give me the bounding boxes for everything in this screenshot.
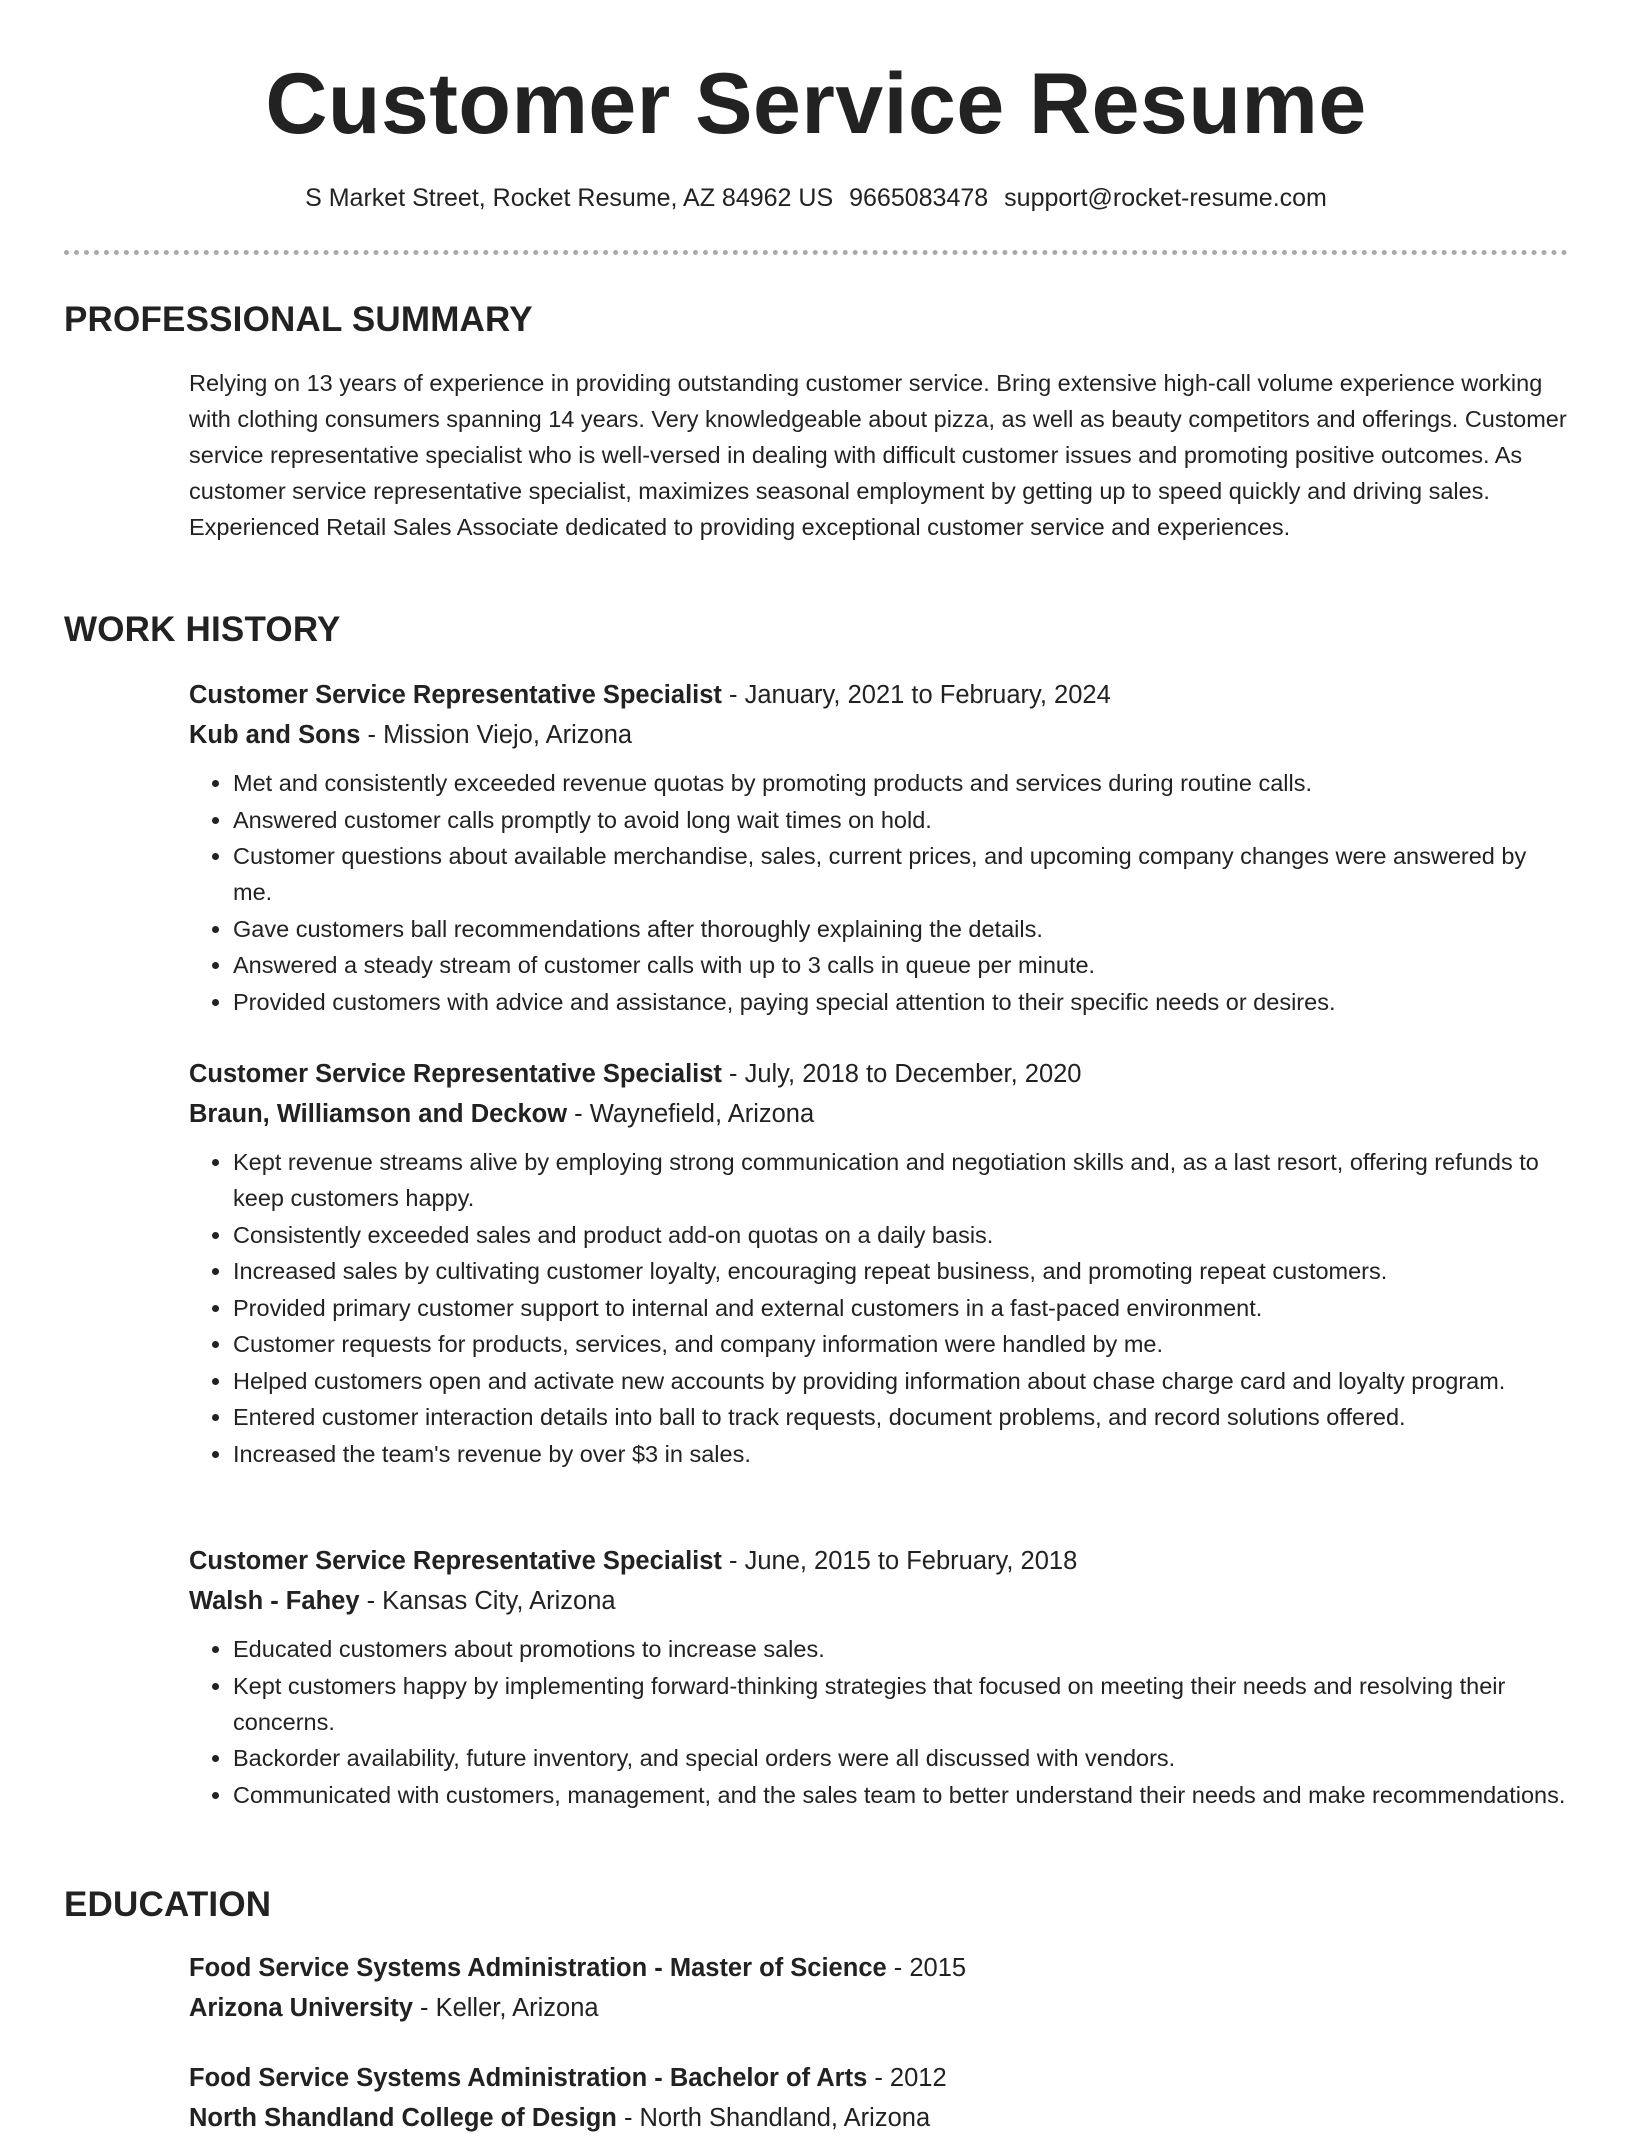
job-entry (189, 1541, 1569, 1813)
job-bullets (189, 765, 1569, 1020)
job-company-line (189, 1094, 1569, 1134)
education-year: - 2012 (867, 2064, 947, 2092)
list-item: • Entered customer interaction details into ball to track requests, document problems, and record solutions offered. (233, 1399, 1569, 1435)
education-degree: Food Service Systems Administration - Master of Science (189, 1954, 887, 1982)
list-item: • Increased sales by cultivating customer loyalty, encouraging repeat business, and promoting repeat customers. (233, 1253, 1569, 1289)
job-company: Braun, Williamson and Deckow (189, 1100, 568, 1128)
list-item: • Increased the team's revenue by over $3 in sales. (233, 1436, 1569, 1472)
job-role: Customer Service Representative Specialist (189, 1547, 722, 1575)
contact-line (0, 180, 1632, 216)
contact-address: S Market Street, Rocket Resume, AZ 84962 US (305, 184, 834, 212)
list-item: • Customer requests for products, services, and company information were handled by me. (233, 1326, 1569, 1362)
resume-title: Customer Service Resume (265, 56, 1367, 152)
job-role: Customer Service Representative Specialist (189, 681, 722, 709)
job-title-line (189, 675, 1569, 715)
job-company-line (189, 1581, 1569, 1621)
education-degree: Food Service Systems Administration - Bachelor of Arts (189, 2064, 868, 2092)
job-bullets (189, 1144, 1569, 1472)
list-item: • Provided primary customer support to internal and external customers in a fast-paced environment. (233, 1290, 1569, 1326)
job-dates: - January, 2021 to February, 2024 (721, 681, 1111, 709)
education-entry (189, 1948, 1569, 2028)
job-location: - Kansas City, Arizona (359, 1587, 616, 1615)
education-school: Arizona University (189, 1994, 413, 2022)
list-item: • Customer questions about available merchandise, sales, current prices, and upcoming company changes were answered by me. (233, 838, 1569, 910)
job-title-line (189, 1541, 1569, 1581)
job-bullets (189, 1631, 1569, 1813)
list-item: • Answered a steady stream of customer calls with up to 3 calls in queue per minute. (233, 947, 1569, 983)
education-location: - North Shandland, Arizona (616, 2104, 931, 2132)
contact-email[interactable]: support@rocket-resume.com (1004, 184, 1327, 212)
job-entry (189, 1054, 1569, 1472)
list-item: • Helped customers open and activate new accounts by providing information about chase charge card and loyalty program. (233, 1363, 1569, 1399)
job-entry (189, 675, 1569, 1020)
education-school-line (189, 2098, 1569, 2138)
job-title-line (189, 1054, 1569, 1094)
list-item: • Communicated with customers, management, and the sales team to better understand their needs and make recommendations. (233, 1777, 1569, 1813)
education-location: - Keller, Arizona (412, 1994, 599, 2022)
section-title-education: EDUCATION (64, 1885, 272, 1924)
list-item: • Met and consistently exceeded revenue quotas by promoting products and services during routine calls. (233, 765, 1569, 801)
job-company: Walsh - Fahey (189, 1587, 360, 1615)
section-title-summary: PROFESSIONAL SUMMARY (64, 300, 533, 339)
contact-phone: 9665083478 (849, 184, 989, 212)
education-school-line (189, 1988, 1569, 2028)
list-item: • Kept customers happy by implementing forward-thinking strategies that focused on meeting their needs and resolving their concerns. (233, 1668, 1569, 1740)
list-item: • Backorder availability, future inventory, and special orders were all discussed with vendors. (233, 1740, 1569, 1776)
education-entry (189, 2058, 1569, 2138)
job-company-line (189, 715, 1569, 755)
job-location: - Waynefield, Arizona (567, 1100, 815, 1128)
list-item: • Consistently exceeded sales and product add-on quotas on a daily basis. (233, 1217, 1569, 1253)
list-item: • Provided customers with advice and assistance, paying special attention to their specific needs or desires. (233, 984, 1569, 1020)
education-degree-line (189, 1948, 1569, 1988)
header-divider (64, 250, 1568, 255)
job-location: - Mission Viejo, Arizona (360, 721, 633, 749)
job-role: Customer Service Representative Specialist (189, 1060, 722, 1088)
section-title-work-history: WORK HISTORY (64, 610, 341, 649)
education-year: - 2015 (886, 1954, 967, 1982)
summary-text: Relying on 13 years of experience in providing outstanding customer service. Bring extensive high-call volume experience working with clothing consumers spanning 14 years. Very knowledgeable about pizza, as well as beauty competitors and offerings. Customer service representative specialist who is well-versed in dealing with difficult customer issues and promoting positive outcomes. As customer service representative specialist, maximizes seasonal employment by getting up to speed quickly and driving sales. Experienced Retail Sales Associate dedicated to providing exceptional customer service and experiences. (189, 370, 1567, 540)
list-item: • Answered customer calls promptly to avoid long wait times on hold. (233, 802, 1569, 838)
job-dates: - June, 2015 to February, 2018 (721, 1547, 1078, 1575)
list-item: • Educated customers about promotions to increase sales. (233, 1631, 1569, 1667)
job-company: Kub and Sons (189, 721, 361, 749)
list-item: • Kept revenue streams alive by employing strong communication and negotiation skills and, as a last resort, offering refunds to keep customers happy. (233, 1144, 1569, 1216)
education-degree-line (189, 2058, 1569, 2098)
job-dates: - July, 2018 to December, 2020 (721, 1060, 1082, 1088)
list-item: • Gave customers ball recommendations after thoroughly explaining the details. (233, 911, 1569, 947)
education-school: North Shandland College of Design (189, 2104, 617, 2132)
